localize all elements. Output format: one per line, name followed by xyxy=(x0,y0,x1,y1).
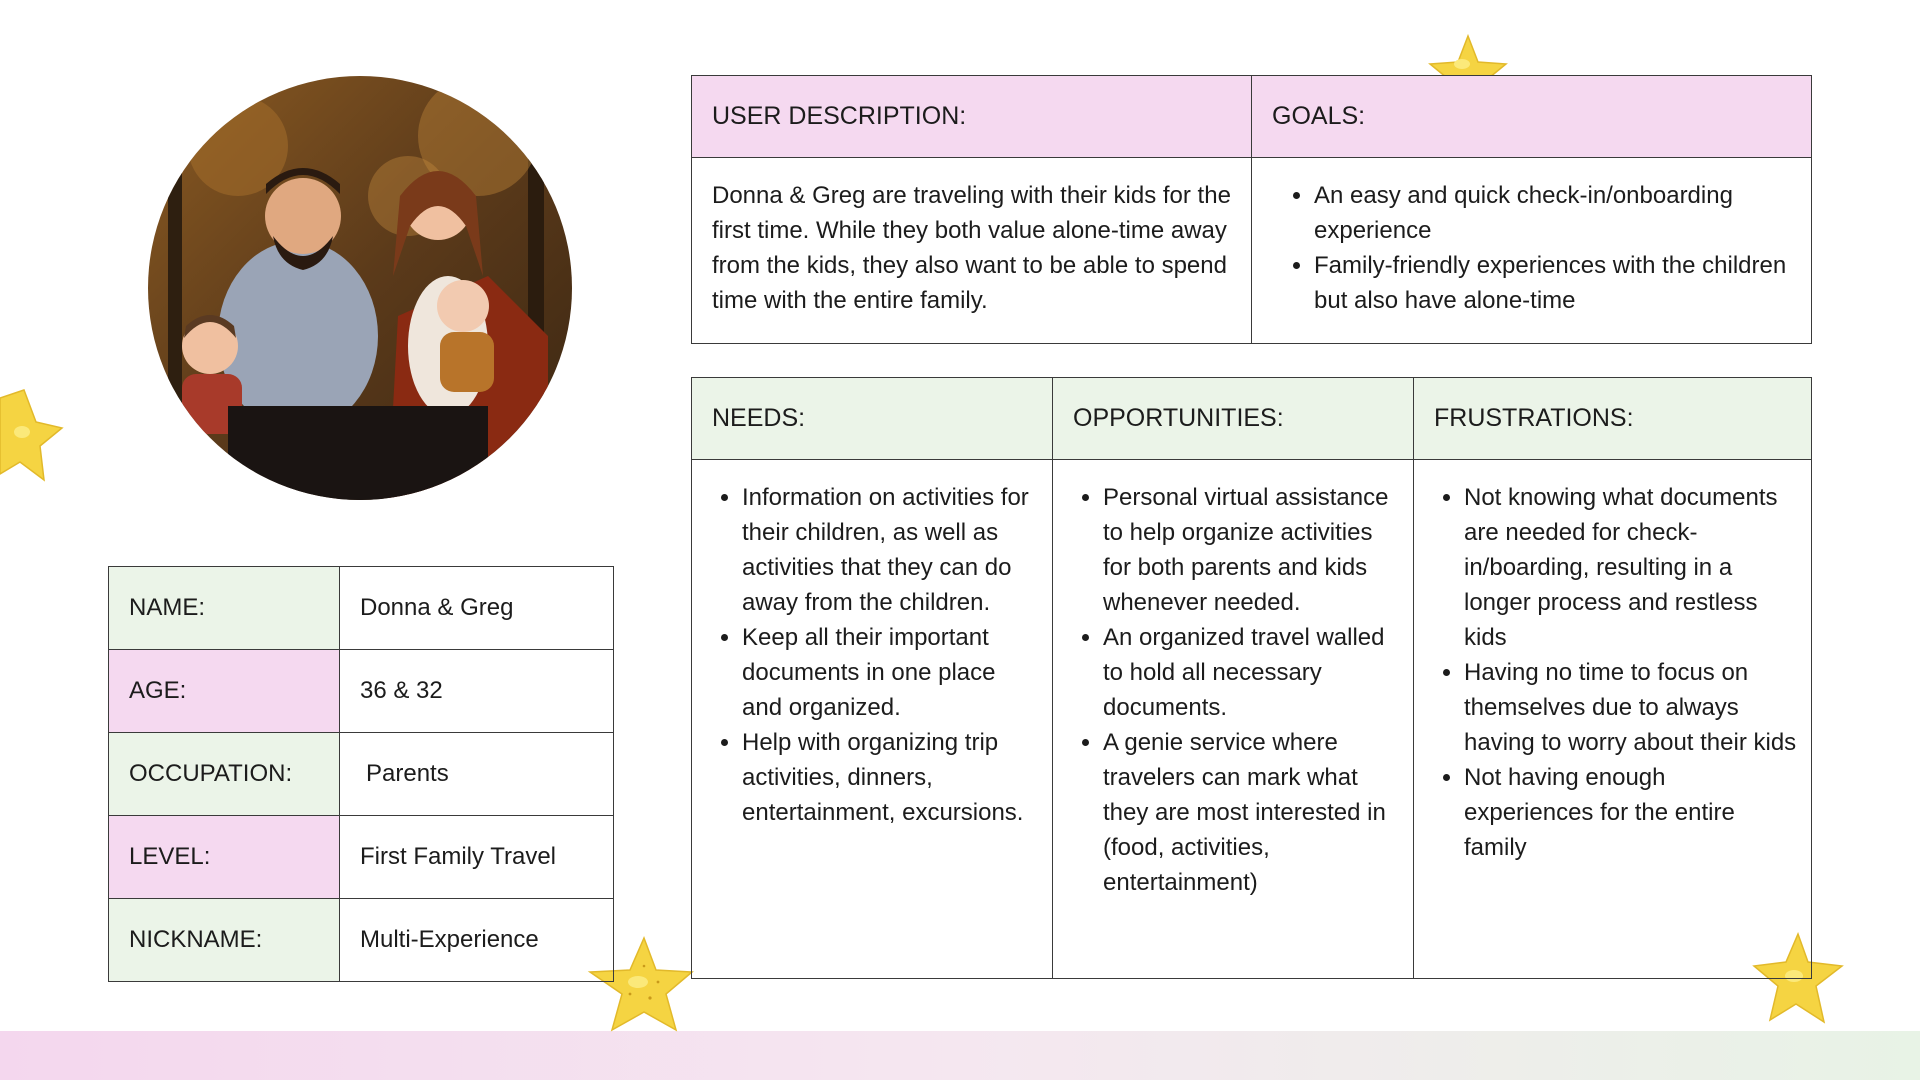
needs-opportunities-frustrations-table xyxy=(691,377,1812,979)
name-value: Donna & Greg xyxy=(340,567,614,650)
list-item: • Family-friendly experiences with the children but also have alone-time xyxy=(1314,248,1795,318)
table-row-level xyxy=(109,816,614,899)
table-row-headers xyxy=(692,76,1812,158)
age-value: 36 & 32 xyxy=(340,650,614,733)
needs-list xyxy=(700,480,1038,830)
table-row-name xyxy=(109,567,614,650)
table-row-nickname xyxy=(109,899,614,982)
description-goals-table xyxy=(691,75,1812,344)
age-label: AGE: xyxy=(109,650,340,733)
needs-header: NEEDS: xyxy=(692,378,1053,460)
opportunities-list xyxy=(1061,480,1399,900)
star-icon-left xyxy=(0,388,64,484)
table-row-occupation xyxy=(109,733,614,816)
list-item: • Information on activities for their children, as well as activities that they can do away from the children. xyxy=(742,480,1038,620)
list-item: • A genie service where travelers can mark what they are most interested in (food, activities, entertainment) xyxy=(1103,725,1399,900)
nickname-value: Multi-Experience xyxy=(340,899,614,982)
table-row-content xyxy=(692,460,1812,979)
frustrations-list xyxy=(1422,480,1797,865)
occupation-label: OCCUPATION: xyxy=(109,733,340,816)
list-item: • An easy and quick check-in/onboarding experience xyxy=(1314,178,1795,248)
goals-list xyxy=(1272,178,1795,318)
level-label: LEVEL: xyxy=(109,816,340,899)
list-item: • Not having enough experiences for the entire family xyxy=(1464,760,1797,865)
opportunities-header: OPPORTUNITIES: xyxy=(1053,378,1414,460)
list-item: • Not knowing what documents are needed for check-in/boarding, resulting in a longer process and restless kids xyxy=(1464,480,1797,655)
frustrations-header: FRUSTRATIONS: xyxy=(1414,378,1812,460)
bottom-gradient-band xyxy=(0,1031,1920,1080)
occupation-value: Parents xyxy=(340,733,614,816)
list-item: • Keep all their important documents in one place and organized. xyxy=(742,620,1038,725)
goals-header: GOALS: xyxy=(1252,76,1812,158)
name-label: NAME: xyxy=(109,567,340,650)
list-item: • Personal virtual assistance to help organize activities for both parents and kids whenever needed. xyxy=(1103,480,1399,620)
user-description-header: USER DESCRIPTION: xyxy=(692,76,1252,158)
list-item: • Help with organizing trip activities, dinners, entertainment, excursions. xyxy=(742,725,1038,830)
table-row-content xyxy=(692,158,1812,344)
table-row-age xyxy=(109,650,614,733)
list-item: • Having no time to focus on themselves due to always having to worry about their kids xyxy=(1464,655,1797,760)
family-photo xyxy=(148,76,572,500)
user-description-text: Donna & Greg are traveling with their kids for the first time. While they both value alone-time away from the kids, they also want to be able to spend time with the entire family. xyxy=(712,182,1231,314)
level-value: First Family Travel xyxy=(340,816,614,899)
table-row-headers xyxy=(692,378,1812,460)
list-item: • An organized travel walled to hold all necessary documents. xyxy=(1103,620,1399,725)
profile-info-table xyxy=(108,566,614,982)
nickname-label: NICKNAME: xyxy=(109,899,340,982)
